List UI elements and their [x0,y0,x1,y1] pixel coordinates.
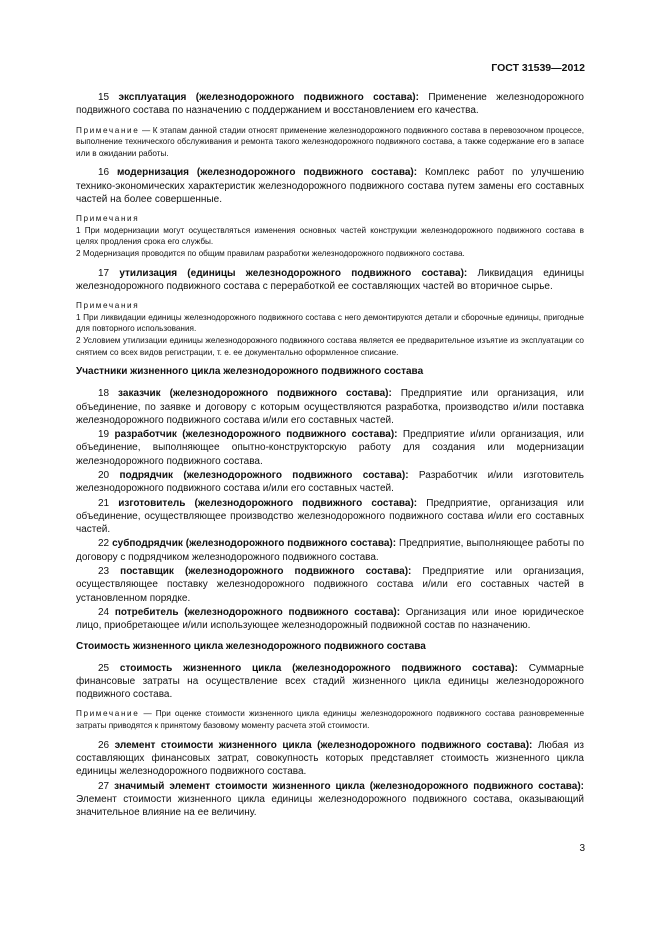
term-definition: Организация или иное юридическое лицо, приобретающее и/или использующее железнодорожный подвижной состав по назначению. [76,606,584,632]
note-paragraph [76,125,584,160]
term-name: стоимость жизненного цикла (железнодорожного подвижного состава): [119,662,518,674]
term-paragraph [76,267,584,294]
note-dash: — [141,125,151,135]
note-25 [76,708,584,731]
notes-16 [76,213,584,259]
page-content [76,91,584,826]
term-name: изготовитель (железнодорожного подвижного состава): [118,497,418,509]
term-name: модернизация (железнодорожного подвижного состава): [117,167,418,179]
note-label: Примечание [76,709,140,719]
term-number: 20 [98,469,110,481]
note-text: К этапам данной стадии относят применение железнодорожного подвижного состава в перевозочном процессе, выполнение технического обслуживания и ремонта такого железнодорожного подвижного состава, а также содержание его в запасе или в ожидании работы. [76,125,584,158]
term-entry-21 [76,497,584,537]
note-item: 1 При модернизации могут осуществляться изменения основных частей конструкции железнодорожного подвижного состава в целях продления срока его службы. [76,225,584,247]
term-number: 25 [98,662,110,674]
term-definition: Суммарные финансовые затраты на осуществление всех стадий жизненного цикла единицы железнодорожного подвижного состава. [76,662,584,701]
term-number: 17 [98,267,110,279]
note-paragraph [76,708,584,731]
term-number: 16 [98,167,110,179]
term-name: элемент стоимости жизненного цикла (железнодорожного подвижного состава): [114,739,533,751]
term-definition: Ликвидация единицы железнодорожного подвижного состава с переработкой ее составляющих частей во вторичное сырье. [76,267,585,292]
term-entry-16 [76,166,584,206]
term-name: значимый элемент стоимости жизненного цикла (железнодорожного подвижного состава): [114,780,584,792]
term-definition: Комплекс работ по улучшению технико-экономических характеристик железнодорожного подвижного состава путем замены его составных частей на более совершенные. [76,167,585,205]
term-definition: Разработчик и/или изготовитель железнодорожного подвижного состава и/или его составных частей. [76,469,584,495]
cost-terms-list [76,739,584,820]
term-number: 19 [98,429,110,441]
term-entry-15 [76,91,584,118]
term-number: 26 [98,739,110,751]
note-item: 1 При ликвидации единицы железнодорожного подвижного состава с него демонтируются детали и сборочные единицы, пригодные для повторного использования. [76,312,584,334]
term-entry-19 [76,428,584,468]
term-paragraph [76,166,584,206]
page-number: 3 [579,843,585,854]
term-entry-22 [76,537,584,564]
term-number: 21 [98,497,110,509]
note-label: Примечание [76,125,140,135]
note-text: При оценке стоимости жизненного цикла единицы железнодорожного подвижного состава разновременные затраты приводятся к принятому базовому моменту расчета этой стоимости. [76,709,585,731]
term-definition: Применение железнодорожного подвижного состава по назначению с поддержанием и восстановлением его качества. [76,92,584,117]
term-name: потребитель (железнодорожного подвижного состава): [114,606,401,618]
note-dash: — [143,709,152,719]
term-entry-24 [76,606,584,633]
term-entry-27 [76,780,584,820]
term-definition: Любая из составляющих финансовых затрат, совокупность которых представляет стоимость жизненного цикла единицы железнодорожного подвижного состава. [76,739,584,778]
notes-label-line [76,300,584,312]
term-number: 22 [98,538,110,550]
term-definition: Предприятие и/или организация, или объединение, выполняющее опытно-конструкторскую работу для создания или модернизации железнодорожного подвижного состава. [76,429,585,467]
term-name: заказчик (железнодорожного подвижного состава): [118,388,392,400]
term-entry-17 [76,267,584,294]
term-name: субподрядчик (железнодорожного подвижного состава): [112,538,397,550]
term-entry-26 [76,739,584,779]
term-paragraph [76,662,584,702]
notes-17 [76,300,584,358]
notes-label-line [76,213,584,225]
term-definition: Предприятие, организация или объединение, осуществляющее производство железнодорожного подвижного состава и/или его составных частей. [76,497,584,536]
notes-label: Примечания [76,301,140,311]
note-item: 2 Модернизация проводится по общим правилам разработки железнодорожного подвижного состава. [76,249,465,259]
term-number: 27 [98,780,110,792]
section-heading-cost: Стоимость жизненного цикла железнодорожного подвижного состава [76,640,426,652]
term-name: разработчик (железнодорожного подвижного состава): [114,429,398,441]
term-number: 24 [98,606,110,618]
notes-label: Примечания [76,214,140,224]
term-name: утилизация (единицы железнодорожного подвижного состава): [119,267,468,279]
note-item: 2 Условием утилизации единицы железнодорожного подвижного состава является ее предварительное изъятие из эксплуатации со снятием со всех видов регистрации, т. е. ее документально оформленное списание. [76,336,584,357]
participants-list [76,387,584,632]
term-name: подрядчик (железнодорожного подвижного состава): [119,469,409,481]
term-number: 18 [98,388,110,400]
term-entry-18 [76,387,584,427]
term-definition: Предприятие или организация, или объединение, по заявке и договору с которым осуществляются разработка, производство и/или поставка железнодорожного подвижного состава и/или его составных частей. [76,388,584,426]
term-number: 15 [98,92,110,103]
term-name: поставщик (железнодорожного подвижного состава): [120,566,412,578]
term-name: эксплуатация (железнодорожного подвижного состава): [118,92,419,103]
section-heading-participants: Участники жизненного цикла железнодорожного подвижного состава [76,366,424,378]
term-entry-25 [76,662,584,702]
document-id-header: ГОСТ 31539—2012 [491,62,585,74]
term-entry-20 [76,469,584,496]
term-entry-23 [76,565,584,605]
note-15 [76,125,584,160]
term-paragraph [76,91,584,118]
term-definition: Предприятие или организация, осуществляющее поставку железнодорожного подвижного состава и/или его составных частей в установленном порядке. [76,566,584,604]
term-definition: Предприятие, выполняющее работы по договору с подрядчиком железнодорожного подвижного состава. [76,538,585,563]
term-definition: Элемент стоимости жизненного цикла единицы железнодорожного подвижного состава, оказывающий значительное влияние на ее величину. [76,793,584,819]
term-number: 23 [98,566,110,578]
